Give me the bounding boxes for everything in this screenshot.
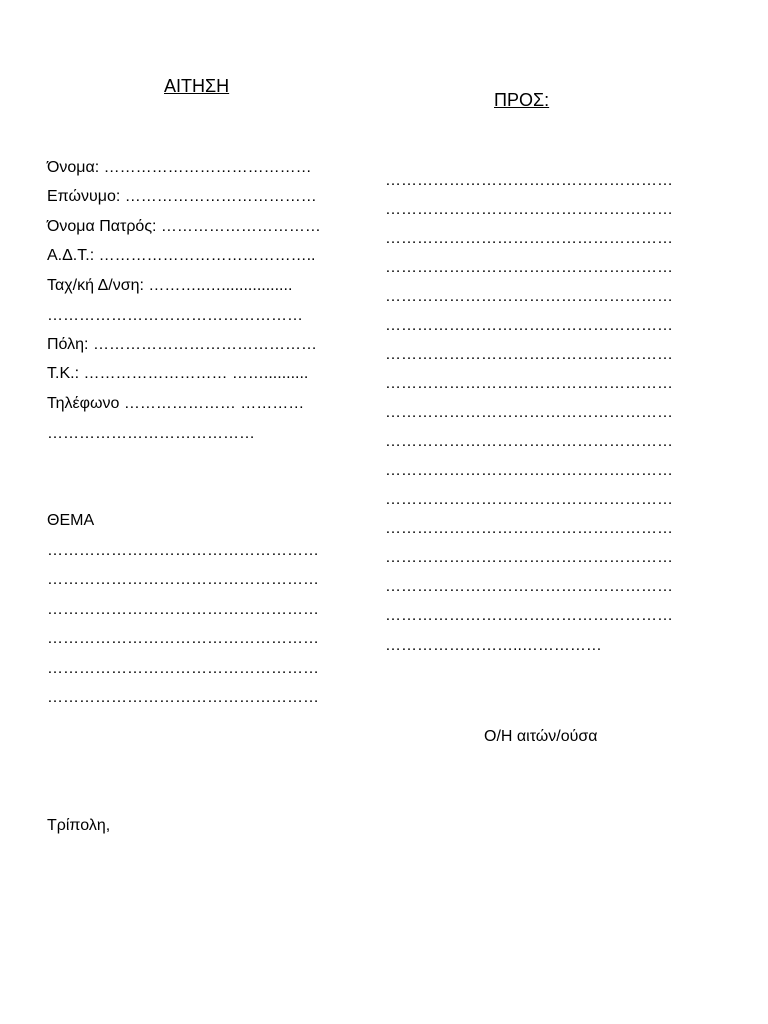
field-father-name: Όνομα Πατρός: ………………………… bbox=[47, 218, 321, 235]
topic-line: …………………………………………… bbox=[47, 689, 319, 706]
recipient-line: ……………………………………………… bbox=[385, 491, 673, 508]
recipient-line: ……………………..…………… bbox=[385, 637, 602, 654]
recipient-line: ……………………………………………… bbox=[385, 549, 673, 566]
recipient-line: ……………………………………………… bbox=[385, 462, 673, 479]
recipient-line: ……………………………………………… bbox=[385, 520, 673, 537]
topic-label: ΘΕΜΑ bbox=[47, 512, 95, 529]
recipient-line: ……………………………………………… bbox=[385, 578, 673, 595]
field-postal-address: Ταχ/κή Δ/νση: ………..…................ bbox=[47, 277, 293, 294]
field-last-name: Επώνυμο: ……………………………… bbox=[47, 188, 317, 205]
topic-line: …………………………………………… bbox=[47, 542, 319, 559]
field-city: Πόλη: …………………………………… bbox=[47, 336, 317, 353]
recipient-line: ……………………………………………… bbox=[385, 404, 673, 421]
topic-line: …………………………………………… bbox=[47, 571, 319, 588]
field-postal-code: Τ.Κ.: ……………………… …….......... bbox=[47, 365, 309, 382]
recipient-line: ……………………………………………… bbox=[385, 607, 673, 624]
topic-line: …………………………………………… bbox=[47, 601, 319, 618]
field-first-name: Όνομα: ………………………………… bbox=[47, 159, 312, 176]
topic-line: …………………………………………… bbox=[47, 630, 319, 647]
document-title: ΑΙΤΗΣΗ bbox=[164, 76, 230, 96]
recipient-line: ……………………………………………… bbox=[385, 375, 673, 392]
recipient-line: ……………………………………………… bbox=[385, 172, 673, 189]
recipient-heading: ΠΡΟΣ: bbox=[494, 90, 550, 110]
signature-label: Ο/Η αιτών/ούσα bbox=[484, 728, 598, 745]
topic-line: …………………………………………… bbox=[47, 660, 319, 677]
recipient-line: ……………………………………………… bbox=[385, 433, 673, 450]
recipient-line: ……………………………………………… bbox=[385, 317, 673, 334]
recipient-line: ……………………………………………… bbox=[385, 201, 673, 218]
place-date: Τρίπολη, bbox=[47, 817, 111, 834]
field-address-continuation: ………………………………………… bbox=[47, 307, 303, 324]
field-id-number: Α.Δ.Τ.: ………………………………….. bbox=[47, 247, 316, 264]
recipient-line: ……………………………………………… bbox=[385, 259, 673, 276]
field-phone-continuation: ………………………………… bbox=[47, 425, 255, 442]
recipient-line: ……………………………………………… bbox=[385, 288, 673, 305]
field-phone: Τηλέφωνο ………………… ………… bbox=[47, 395, 305, 412]
recipient-line: ……………………………………………… bbox=[385, 346, 673, 363]
recipient-line: ……………………………………………… bbox=[385, 230, 673, 247]
